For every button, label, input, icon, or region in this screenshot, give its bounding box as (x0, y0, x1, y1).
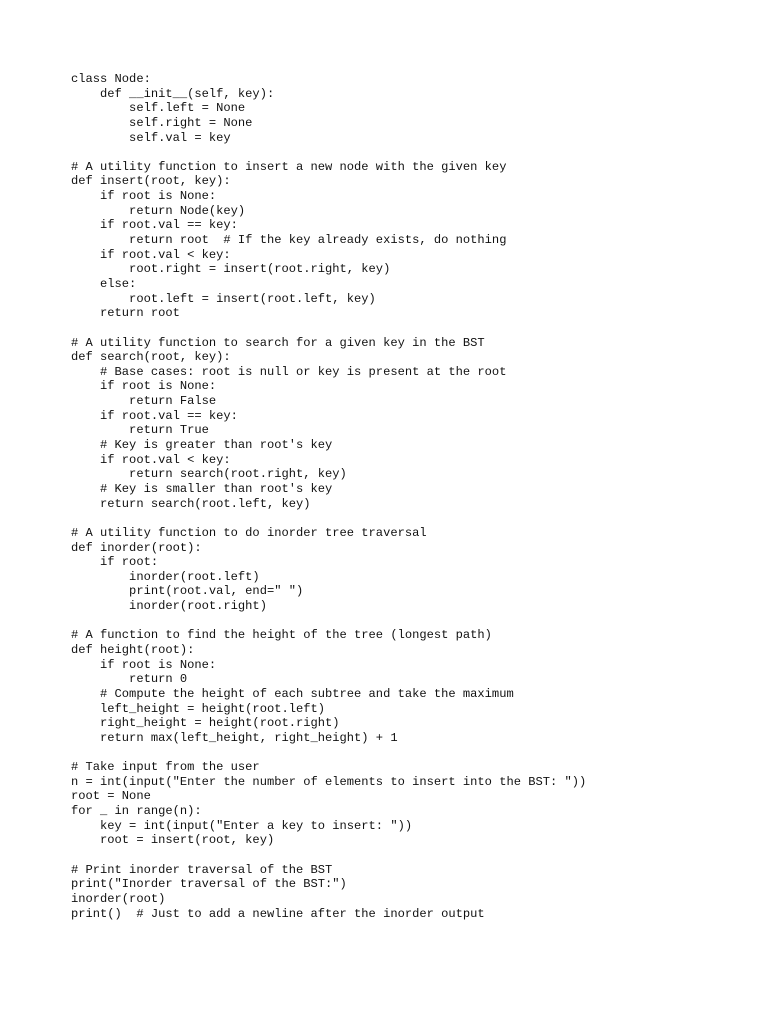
code-line: # Compute the height of each subtree and take the maximum (71, 686, 514, 701)
code-line: def insert(root, key): (71, 174, 231, 189)
code-line: # Print inorder traversal of the BST (71, 862, 333, 877)
code-line: inorder(root.left) (71, 569, 260, 584)
code-line: if root is None: (71, 189, 217, 204)
code-line: return False (71, 394, 217, 409)
code-line: # Key is greater than root's key (71, 438, 333, 453)
code-line: right_height = height(root.right) (71, 716, 340, 731)
code-line: root = None (71, 789, 151, 804)
code-line: def inorder(root): (71, 540, 202, 555)
code-line: return 0 (71, 672, 188, 687)
code-line: root = insert(root, key) (71, 833, 275, 848)
code-line: self.val = key (71, 130, 231, 145)
code-line: for _ in range(n): (71, 804, 202, 819)
code-line: return search(root.right, key) (71, 467, 347, 482)
code-line: print("Inorder traversal of the BST:") (71, 877, 347, 892)
code-line: if root.val < key: (71, 452, 231, 467)
code-line: return max(left_height, right_height) + 1 (71, 730, 398, 745)
code-line: if root.val < key: (71, 247, 231, 262)
code-line: inorder(root.right) (71, 599, 267, 614)
code-line: # A utility function to search for a given key in the BST (71, 335, 485, 350)
code-line: print(root.val, end=" ") (71, 584, 304, 599)
code-line (71, 614, 586, 629)
code-line: n = int(input("Enter the number of elements to insert into the BST: ")) (71, 774, 587, 789)
code-line: self.left = None (71, 101, 246, 116)
code-line: return Node(key) (71, 203, 246, 218)
code-line: return search(root.left, key) (71, 496, 311, 511)
code-line: # Base cases: root is null or key is present at the root (71, 364, 507, 379)
code-line: root.right = insert(root.right, key) (71, 262, 391, 277)
code-line: if root.val == key: (71, 218, 238, 233)
code-line (71, 145, 586, 160)
code-line: # A utility function to do inorder tree traversal (71, 525, 427, 540)
code-line: return root # If the key already exists, do nothing (71, 233, 507, 248)
code-line (71, 848, 586, 863)
code-line: if root is None: (71, 379, 217, 394)
code-line: print() # Just to add a newline after the inorder output (71, 906, 485, 921)
code-line: # Take input from the user (71, 760, 260, 775)
code-line: left_height = height(root.left) (71, 701, 326, 716)
code-line: return root (71, 306, 180, 321)
code-line: # A utility function to insert a new node with the given key (71, 159, 507, 174)
code-line: def __init__(self, key): (71, 86, 275, 101)
code-line (71, 321, 586, 336)
code-line: class Node: (71, 72, 151, 86)
code-block (71, 72, 586, 921)
code-line: # A function to find the height of the tree (longest path) (71, 628, 492, 643)
code-line: self.right = None (71, 115, 253, 130)
code-line: key = int(input("Enter a key to insert: ")) (71, 818, 413, 833)
code-line: else: (71, 276, 137, 291)
code-line: def height(root): (71, 642, 195, 657)
code-line: if root is None: (71, 657, 217, 672)
code-line: return True (71, 423, 209, 438)
code-line: if root: (71, 555, 159, 570)
code-line: inorder(root) (71, 891, 166, 906)
code-line (71, 745, 586, 760)
code-line: root.left = insert(root.left, key) (71, 291, 376, 306)
code-line (71, 511, 586, 526)
code-line: # Key is smaller than root's key (71, 481, 333, 496)
code-line: def search(root, key): (71, 350, 231, 365)
code-line: if root.val == key: (71, 408, 238, 423)
